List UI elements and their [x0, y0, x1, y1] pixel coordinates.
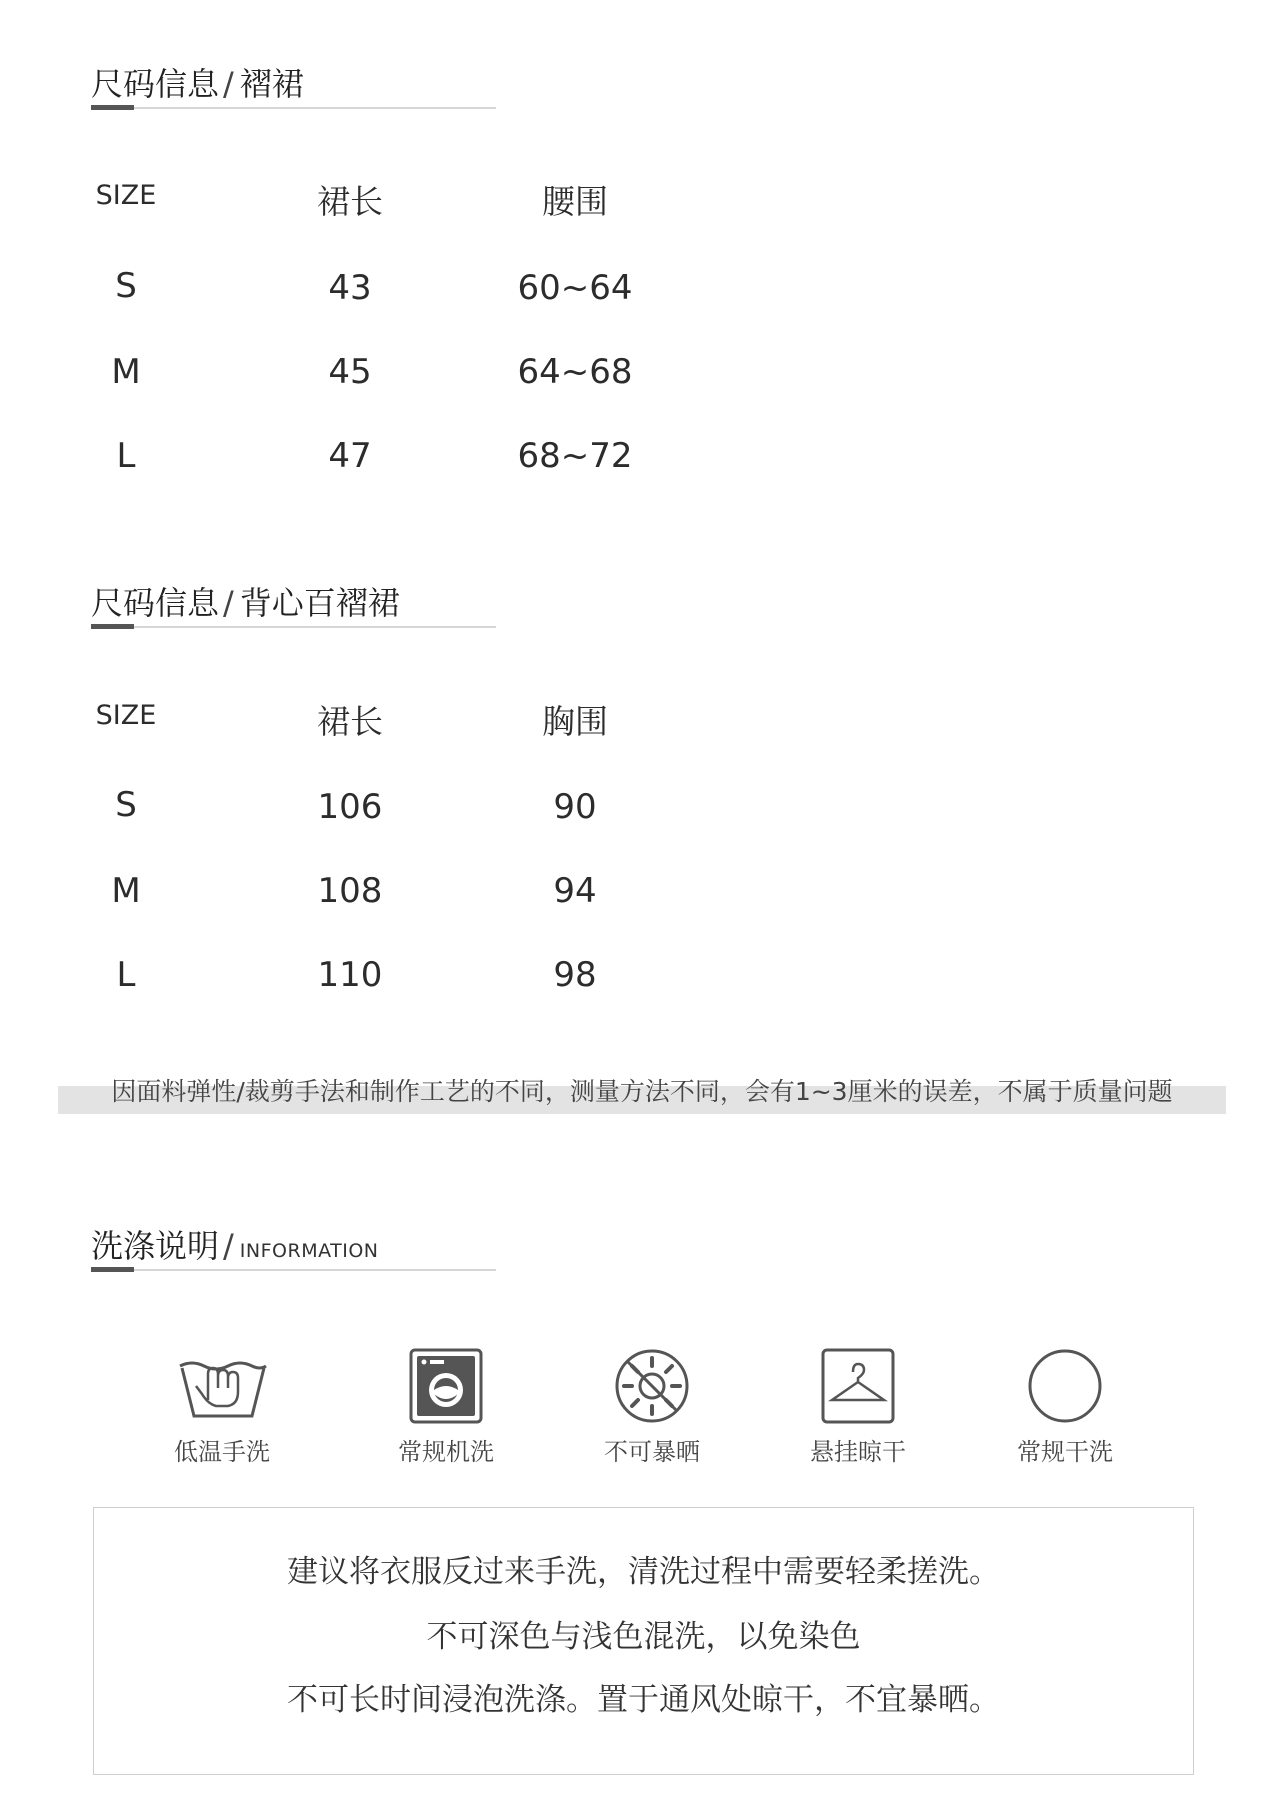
header-size: SIZE	[95, 180, 157, 211]
header-size: SIZE	[95, 700, 157, 731]
section-subtitle: INFORMATION	[239, 1240, 379, 1262]
wash-instructions-title	[91, 1226, 496, 1271]
care-instruction-line: 不可长时间浸泡洗涤。置于通风处晾干，不宜暴晒。	[287, 1682, 1000, 1718]
care-item-no-sun	[577, 1346, 727, 1467]
section-subtitle: 褶裙	[239, 65, 304, 103]
row-l-size: L	[116, 955, 136, 995]
care-label: 不可暴晒	[604, 1438, 700, 1466]
care-item-machine-wash	[371, 1346, 521, 1467]
row-l-length: 47	[328, 436, 372, 476]
section-title-main: 尺码信息	[91, 65, 220, 103]
title-accent-bar	[91, 105, 134, 110]
title-accent-bar	[91, 1267, 134, 1272]
size-info-title-pleated-skirt	[91, 64, 496, 109]
header-length: 裙长	[317, 182, 383, 221]
care-item-dry-clean	[990, 1346, 1140, 1467]
care-instruction-line: 不可深色与浅色混洗，以免染色	[426, 1619, 861, 1655]
section-title-main: 洗涤说明	[91, 1227, 220, 1265]
hang-dry-icon	[808, 1346, 908, 1426]
row-m-length: 45	[328, 352, 372, 392]
care-item-hang-dry	[783, 1346, 933, 1467]
measurement-note: 因面料弹性/裁剪手法和制作工艺的不同，测量方法不同，会有1~3厘米的误差，不属于质量问题	[111, 1077, 1173, 1106]
no-sun-icon	[602, 1346, 702, 1426]
header-waist: 腰围	[542, 182, 608, 221]
row-s-length: 43	[328, 268, 372, 308]
row-s-size: S	[115, 785, 137, 825]
row-s-length: 106	[317, 787, 383, 827]
hand-wash-icon	[172, 1346, 272, 1426]
care-instruction-line: 建议将衣服反过来手洗，清洗过程中需要轻柔搓洗。	[287, 1554, 1000, 1590]
row-l-length: 110	[317, 955, 383, 995]
title-slash: /	[223, 584, 234, 622]
care-label: 低温手洗	[174, 1438, 270, 1466]
row-l-chest: 98	[553, 955, 597, 995]
header-chest: 胸围	[542, 702, 608, 741]
care-label: 常规干洗	[1017, 1438, 1113, 1466]
title-slash: /	[223, 65, 234, 103]
row-l-waist: 68~72	[517, 436, 633, 476]
row-m-size: M	[111, 871, 141, 911]
machine-wash-icon	[396, 1346, 496, 1426]
row-m-waist: 64~68	[517, 352, 633, 392]
care-label: 常规机洗	[398, 1438, 494, 1466]
row-s-waist: 60~64	[517, 268, 633, 308]
dry-clean-icon	[1015, 1346, 1115, 1426]
section-subtitle: 背心百褶裙	[239, 584, 400, 622]
row-m-length: 108	[317, 871, 383, 911]
care-label: 悬挂晾干	[810, 1438, 906, 1466]
row-l-size: L	[116, 436, 136, 476]
section-title-main: 尺码信息	[91, 584, 220, 622]
row-s-chest: 90	[553, 787, 597, 827]
title-accent-bar	[91, 624, 134, 629]
title-slash: /	[223, 1227, 234, 1265]
row-m-size: M	[111, 352, 141, 392]
header-length: 裙长	[317, 702, 383, 741]
size-info-title-vest-skirt	[91, 583, 496, 628]
row-m-chest: 94	[553, 871, 597, 911]
care-item-hand-wash	[147, 1346, 297, 1467]
row-s-size: S	[115, 266, 137, 306]
care-instructions-box	[93, 1507, 1194, 1775]
